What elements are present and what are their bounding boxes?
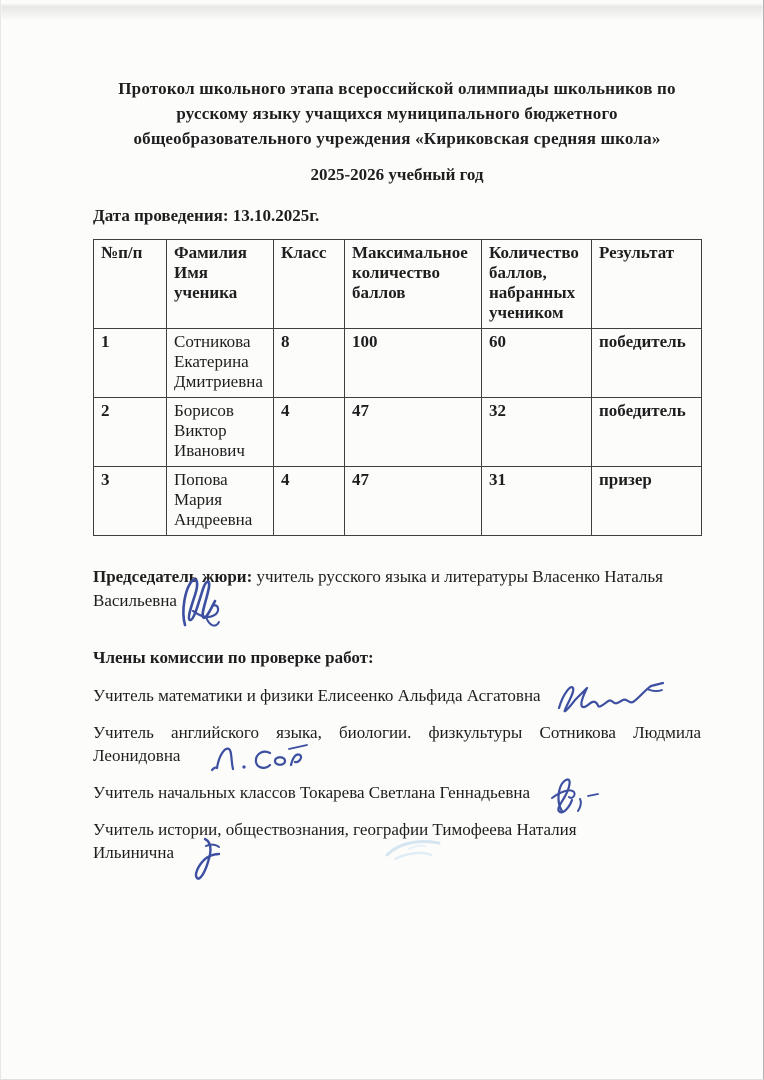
member-signature-scribble [209, 743, 309, 773]
cell-num: 1 [94, 329, 167, 398]
cell-name: Попова Мария Андреевна [167, 467, 274, 536]
member-signature-scribble [542, 774, 600, 818]
chair-label: Председатель жюри: [93, 567, 253, 586]
cell-name: Сотникова Екатерина Дмитриевна [167, 329, 274, 398]
member-text: Учитель начальных классов Токарева Светлана Геннадьевна [93, 783, 530, 802]
header-score: Количество баллов, набранных учеником [482, 240, 592, 329]
scan-shadow-artifact [1, 5, 763, 21]
results-table [93, 239, 702, 536]
table-row [94, 329, 702, 398]
header-grade: Класс [274, 240, 345, 329]
cell-result: победитель [592, 398, 702, 467]
cell-num: 2 [94, 398, 167, 467]
title-line-1: Протокол школьного этапа всероссийской олимпиады школьников по [118, 79, 676, 98]
header-max-score: Максимальное количество баллов [345, 240, 482, 329]
member-text-line2: Леонидовна [93, 746, 181, 765]
cell-grade: 8 [274, 329, 345, 398]
header-name: Фамилия Имя ученика [167, 240, 274, 329]
cell-grade: 4 [274, 398, 345, 467]
cell-score: 32 [482, 398, 592, 467]
cell-max-score: 47 [345, 467, 482, 536]
header-result: Результат [592, 240, 702, 329]
cell-result: призер [592, 467, 702, 536]
table-row [94, 398, 702, 467]
cell-max-score: 47 [345, 398, 482, 467]
cell-name: Борисов Виктор Иванович [167, 398, 274, 467]
cell-score: 60 [482, 329, 592, 398]
chair-text: учитель русского языка и литературы Власенко Наталья [256, 567, 663, 586]
cell-max-score: 100 [345, 329, 482, 398]
title-line-2: русскому языку учащихся муниципального бюджетного [176, 104, 618, 123]
member-signature-scribble [188, 834, 224, 884]
document-title [93, 76, 701, 151]
academic-year: 2025-2026 учебный год [310, 165, 484, 184]
members-heading: Члены комиссии по проверке работ: [93, 648, 374, 667]
jury-chair-paragraph [93, 565, 701, 613]
member-text: Учитель английского языка, биологии. физкультуры Сотникова Людмила [93, 723, 701, 742]
document-content [93, 76, 701, 864]
chair-text-line2: Васильевна [93, 591, 177, 610]
cell-grade: 4 [274, 467, 345, 536]
member-line [93, 818, 701, 864]
member-text: Учитель математики и физики Елисеенко Альфида Асгатовна [93, 686, 541, 705]
header-num: №п/п [94, 240, 167, 329]
member-line [93, 684, 701, 707]
member-line [93, 781, 701, 804]
table-header-row [94, 240, 702, 329]
title-line-3: общеобразовательного учреждения «Кириковская средняя школа» [133, 129, 661, 148]
cell-num: 3 [94, 467, 167, 536]
date-line: Дата проведения: 13.10.2025г. [93, 206, 320, 225]
member-text: Учитель истории, обществознания, географии Тимофеева Наталия [93, 820, 577, 839]
member-text-line2: Ильинична [93, 843, 174, 862]
cell-result: победитель [592, 329, 702, 398]
member-line [93, 721, 701, 767]
cell-score: 31 [482, 467, 592, 536]
table-row [94, 467, 702, 536]
member-signature-scribble [553, 680, 665, 716]
